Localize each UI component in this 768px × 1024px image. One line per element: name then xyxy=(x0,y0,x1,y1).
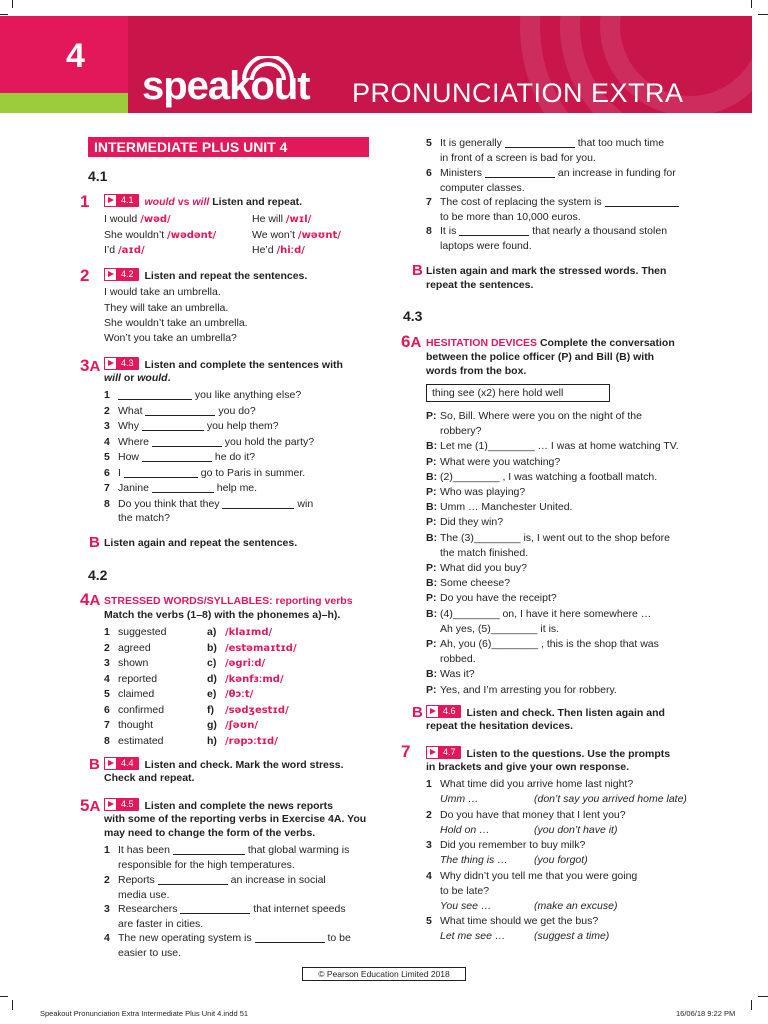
exercise-5b-instruction: Listen again and mark the stressed words. Then xyxy=(426,265,667,277)
news-report-item-cont: laptops were found. xyxy=(440,239,532,252)
news-report-item: 3 Researchers that internet speeds xyxy=(104,903,346,915)
question-item: 4 Why didn’t you tell me that you were going xyxy=(426,869,638,882)
exercise-6-instruction-cont: words from the box. xyxy=(426,365,527,377)
exercise-number: 4A xyxy=(80,590,101,609)
news-report-item-cont: computer classes. xyxy=(440,181,525,194)
exercise-2-instruction: 4.2 Listen and repeat the sentences. xyxy=(104,268,307,284)
exercise-5-instruction-cont: with some of the reporting verbs in Exercise 4A. You xyxy=(104,813,367,825)
exercise-number: 7 xyxy=(401,742,411,761)
exercise-3-instruction-cont: will or would. xyxy=(104,372,171,384)
phoneme-item: c) /əgriːd/ xyxy=(207,657,266,669)
answer-blank[interactable] xyxy=(118,389,192,400)
dialogue-line: B: Let me (1)________ … I was at home watching TV. xyxy=(426,440,679,453)
news-report-item-cont: responsible for the high temperatures. xyxy=(118,858,295,871)
response-hint: (make an excuse) xyxy=(534,899,618,912)
verb-item: 8 estimated xyxy=(104,734,164,747)
gap-fill-item: 6 I go to Paris in summer. xyxy=(104,466,306,479)
phoneme-item: d) /kənfɜːmd/ xyxy=(207,672,284,685)
exercise-number: 5A xyxy=(80,796,101,815)
dialogue-line: robbed. xyxy=(440,653,476,666)
answer-blank[interactable] xyxy=(222,498,294,509)
news-report-item-cont: are faster in cities. xyxy=(118,917,204,930)
verb-item: 6 confirmed xyxy=(104,703,165,716)
answer-blank[interactable] xyxy=(173,844,245,855)
sentence: They will take an umbrella. xyxy=(104,302,229,314)
news-report-item-cont: to be more than 10,000 euros. xyxy=(440,210,581,223)
dialogue-line: P: What did you buy? xyxy=(426,562,527,574)
lime-strip xyxy=(0,93,128,113)
crop-mark xyxy=(0,996,8,997)
exercise-6b-instruction: 4.6 Listen and check. Then listen again and xyxy=(426,705,665,721)
exercise-number: 2 xyxy=(80,266,90,285)
response-prompt: Hold on … xyxy=(440,823,490,836)
dialogue-line: P: What were you watching? xyxy=(426,455,561,468)
section-heading-4-3: 4.3 xyxy=(403,308,423,324)
exercise-3b-instruction: Listen again and repeat the sentences. xyxy=(104,537,298,549)
answer-blank[interactable] xyxy=(145,405,215,416)
play-icon xyxy=(426,705,439,718)
answer-blank[interactable] xyxy=(152,436,222,447)
ipa-row-left: I would /wəd/ xyxy=(104,213,171,225)
play-icon xyxy=(104,268,117,281)
question-item: 1 What time did you arrive home last night? xyxy=(426,778,634,790)
page-header xyxy=(0,16,752,113)
gap-fill-item: 2 What you do? xyxy=(104,404,256,417)
verb-item: 7 thought xyxy=(104,719,154,731)
exercise-4-title: STRESSED WORDS/SYLLABLES: reporting verbs xyxy=(104,595,353,607)
audio-track-badge: 4.2 xyxy=(104,268,139,281)
exercise-6-instruction-cont: between the police officer (P) and Bill (B) with xyxy=(426,351,655,363)
exercise-5-instruction-cont: may need to change the form of the verbs. xyxy=(104,827,316,839)
dialogue-line: Ah yes, (5)________ it is. xyxy=(440,622,560,635)
answer-blank[interactable] xyxy=(152,482,214,493)
phoneme-item: f) /sədʒestɪd/ xyxy=(207,703,289,716)
response-hint: (you forgot) xyxy=(534,854,588,866)
news-report-item: 1 It has been that global warming is xyxy=(104,844,350,856)
answer-blank[interactable] xyxy=(505,137,575,148)
answer-blank[interactable] xyxy=(158,874,228,885)
play-icon xyxy=(104,757,117,770)
dialogue-line: B: (2)________ , I was watching a football match. xyxy=(426,470,658,483)
question-item: 2 Do you have that money that I lent you? xyxy=(426,808,626,821)
news-report-item: 8 It is that nearly a thousand stolen xyxy=(426,225,668,237)
play-icon xyxy=(104,798,117,811)
dialogue-line: B: Umm … Manchester United. xyxy=(426,501,573,514)
play-icon xyxy=(104,194,117,207)
response-prompt: Umm … xyxy=(440,793,479,805)
dialogue-line: P: Who was playing? xyxy=(426,486,526,498)
crop-mark xyxy=(758,14,768,15)
audio-track-badge: 4.3 xyxy=(104,357,139,370)
speakout-logo: speakout xyxy=(142,64,310,108)
answer-blank[interactable] xyxy=(255,932,325,943)
news-report-item: 2 Reports an increase in social xyxy=(104,874,326,886)
question-item-cont: to be late? xyxy=(440,884,490,897)
section-heading-4-2: 4.2 xyxy=(88,567,108,583)
verb-item: 5 claimed xyxy=(104,688,155,700)
exercise-5-instruction: 4.5 Listen and complete the news reports xyxy=(104,798,333,814)
crop-mark xyxy=(12,0,13,8)
answer-blank[interactable] xyxy=(180,903,250,914)
question-item: 3 Did you remember to buy milk? xyxy=(426,839,586,851)
response-hint: (you don’t have it) xyxy=(534,823,618,836)
response-prompt: You see … xyxy=(440,899,492,912)
crop-mark xyxy=(12,1000,13,1010)
exercise-number: 3A xyxy=(80,356,101,375)
gap-fill-item: 7 Janine help me. xyxy=(104,482,258,494)
verb-item: 2 agreed xyxy=(104,641,151,654)
word-box: thing see (x2) here hold well xyxy=(426,384,610,402)
footer-filename: Speakout Pronunciation Extra Intermediate Plus Unit 4.indd 51 xyxy=(40,1009,249,1018)
news-report-item-cont: easier to use. xyxy=(118,946,182,959)
audio-track-badge: 4.1 xyxy=(104,194,139,207)
play-icon xyxy=(104,357,117,370)
answer-blank[interactable] xyxy=(124,467,198,478)
audio-track-badge: 4.6 xyxy=(426,705,461,718)
verb-item: 1 suggested xyxy=(104,626,167,638)
sentence: Won’t you take an umbrella? xyxy=(104,332,237,344)
gap-fill-item: 5 How he do it? xyxy=(104,451,256,463)
exercise-letter: B xyxy=(89,534,100,551)
exercise-number: 1 xyxy=(80,192,90,211)
exercise-7-instruction: 4.7 Listen to the questions. Use the prompts xyxy=(426,746,670,762)
exercise-1-instruction: 4.1 would vs will Listen and repeat. xyxy=(104,194,302,210)
crop-mark xyxy=(758,996,768,997)
exercise-letter: B xyxy=(412,704,423,721)
unit-number: 4 xyxy=(66,37,85,75)
response-prompt: The thing is … xyxy=(440,854,508,866)
response-prompt: Let me see … xyxy=(440,930,506,942)
sentence: She wouldn’t take an umbrella. xyxy=(104,317,248,329)
phoneme-item: e) /θɔːt/ xyxy=(207,688,254,700)
exercise-5b-instruction-cont: repeat the sentences. xyxy=(426,279,534,291)
exercise-4-instruction: Match the verbs (1–8) with the phonemes a)–h). xyxy=(104,609,341,621)
dialogue-line: the match finished. xyxy=(440,546,529,559)
play-icon xyxy=(426,746,439,759)
response-hint: (don’t say you arrived home late) xyxy=(534,793,687,805)
news-report-item: 6 Ministers an increase in funding for xyxy=(426,167,676,179)
crop-mark xyxy=(751,0,752,8)
sentence: I would take an umbrella. xyxy=(104,286,221,298)
crop-mark xyxy=(751,1000,752,1010)
footer-date: 16/06/18 9:22 PM xyxy=(676,1009,736,1018)
phoneme-item: b) /estəmaɪtɪd/ xyxy=(207,641,297,654)
exercise-7-instruction-cont: in brackets and give your own response. xyxy=(426,761,630,773)
exercise-6b-instruction-cont: repeat the hesitation devices. xyxy=(426,720,574,732)
news-report-item: 4 The new operating system is to be xyxy=(104,932,351,944)
ipa-row-right: He will /wɪl/ xyxy=(252,213,312,225)
exercise-number: 6A xyxy=(401,332,422,351)
crop-mark xyxy=(0,14,8,15)
response-hint: (suggest a time) xyxy=(534,930,610,942)
ipa-row-right: He’d /hiːd/ xyxy=(252,244,305,256)
gap-fill-item: 4 Where you hold the party? xyxy=(104,435,315,448)
exercise-letter: B xyxy=(412,262,423,279)
verb-item: 3 shown xyxy=(104,657,149,669)
dialogue-line: B: (4)________ on, I have it here somewhere … xyxy=(426,607,652,620)
dialogue-line: P: Ah, you (6)________ , this is the shop that was xyxy=(426,638,659,650)
gap-fill-item: 3 Why you help them? xyxy=(104,420,279,432)
answer-blank[interactable] xyxy=(605,196,679,207)
section-heading-4-1: 4.1 xyxy=(88,168,108,184)
exercise-4b-instruction-cont: Check and repeat. xyxy=(104,772,195,784)
gap-fill-item: 1 you like anything else? xyxy=(104,389,302,401)
answer-blank[interactable] xyxy=(142,451,212,462)
dialogue-line: P: Do you have the receipt? xyxy=(426,592,557,605)
exercise-6-instruction: HESITATION DEVICES Complete the conversation xyxy=(426,337,675,349)
answer-blank[interactable] xyxy=(459,225,529,236)
question-item: 5 What time should we get the bus? xyxy=(426,915,599,927)
exercise-4b-instruction: 4.4 Listen and check. Mark the word stress. xyxy=(104,757,344,773)
dialogue-line: P: Did they win? xyxy=(426,516,504,529)
copyright-box: © Pearson Education Limited 2018 xyxy=(302,967,466,981)
dialogue-line: P: Yes, and I’m arresting you for robbery. xyxy=(426,683,617,696)
audio-track-badge: 4.5 xyxy=(104,798,139,811)
exercise-letter: B xyxy=(89,756,100,773)
ipa-row-right: We won’t /wəʊnt/ xyxy=(252,228,341,241)
answer-blank[interactable] xyxy=(485,167,555,178)
verb-item: 4 reported xyxy=(104,672,158,685)
news-report-item: 7 The cost of replacing the system is xyxy=(426,195,679,210)
unit-banner: INTERMEDIATE PLUS UNIT 4 xyxy=(88,137,369,157)
audio-track-badge: 4.7 xyxy=(426,746,461,759)
ipa-row-left: I’d /aɪd/ xyxy=(104,244,145,256)
dialogue-line: robbery? xyxy=(440,425,482,438)
ipa-row-left: She wouldn’t /wədənt/ xyxy=(104,228,217,241)
news-report-item-cont: media use. xyxy=(118,888,170,901)
phoneme-item: h) /rəpɔːtɪd/ xyxy=(207,734,278,747)
dialogue-line: B: Some cheese? xyxy=(426,577,511,590)
news-report-item-cont: in front of a screen is bad for you. xyxy=(440,151,596,164)
item-continuation: the match? xyxy=(118,512,170,524)
phoneme-item: g) /ʃəʊn/ xyxy=(207,719,259,731)
gap-fill-item: 8 Do you think that they win xyxy=(104,497,314,510)
page-title: PRONUNCIATION EXTRA xyxy=(352,78,684,108)
audio-track-badge: 4.4 xyxy=(104,757,139,770)
news-report-item: 5 It is generally that too much time xyxy=(426,137,665,149)
exercise-3-instruction: 4.3 Listen and complete the sentences with xyxy=(104,357,343,373)
dialogue-line: B: The (3)________ is, I went out to the shop before xyxy=(426,531,670,544)
dialogue-line: B: Was it? xyxy=(426,668,475,681)
dialogue-line: P: So, Bill. Where were you on the night of the xyxy=(426,410,642,422)
phoneme-item: a) /klaɪmd/ xyxy=(207,626,273,638)
answer-blank[interactable] xyxy=(142,420,204,431)
